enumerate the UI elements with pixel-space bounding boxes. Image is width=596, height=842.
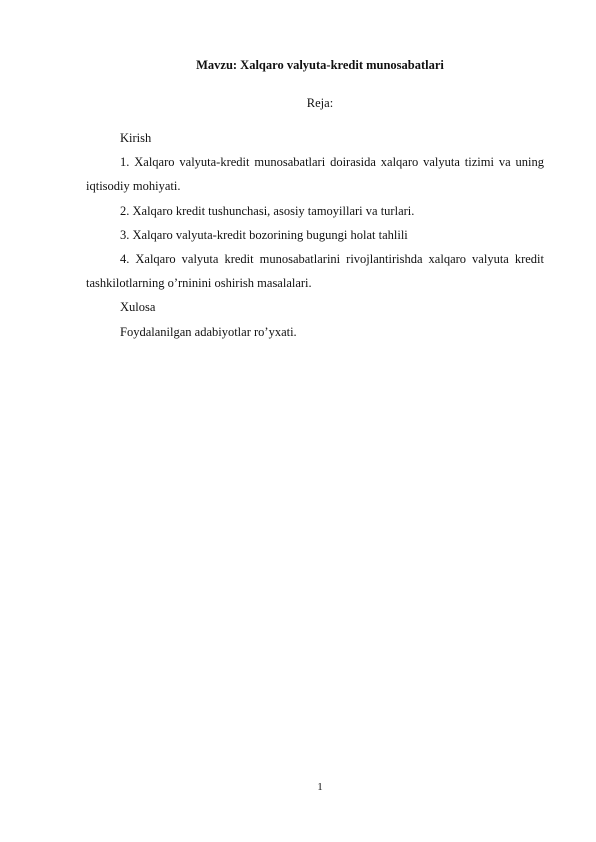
plan-item-4: 4. Xalqaro valyuta kredit munosabatlarini rivojlantirishda xalqaro valyuta kredit tashkilotlarning o’rninini oshirish masalalari.: [86, 252, 544, 291]
plan-heading: Reja:: [306, 96, 334, 110]
plan-item-2: 2. Xalqaro kredit tushunchasi, asosiy tamoyillari va turlari.: [120, 203, 415, 218]
document-title: Mavzu: Xalqaro valyuta-kredit munosabatlari: [196, 58, 444, 72]
plan-list: [86, 126, 544, 344]
plan-item-introduction: Kirish: [120, 131, 152, 145]
plan-item-references: Foydalanilgan adabiyotlar ro’yxati.: [120, 324, 297, 339]
plan-item-conclusion: Xulosa: [120, 300, 156, 315]
plan-item-1: 1. Xalqaro valyuta-kredit munosabatlari doirasida xalqaro valyuta tizimi va uning iqtisodiy mohiyati.: [86, 155, 544, 194]
plan-item-3: 3. Xalqaro valyuta-kredit bozorining bugungi holat tahlili: [120, 227, 408, 242]
page-number: 1: [317, 781, 323, 793]
